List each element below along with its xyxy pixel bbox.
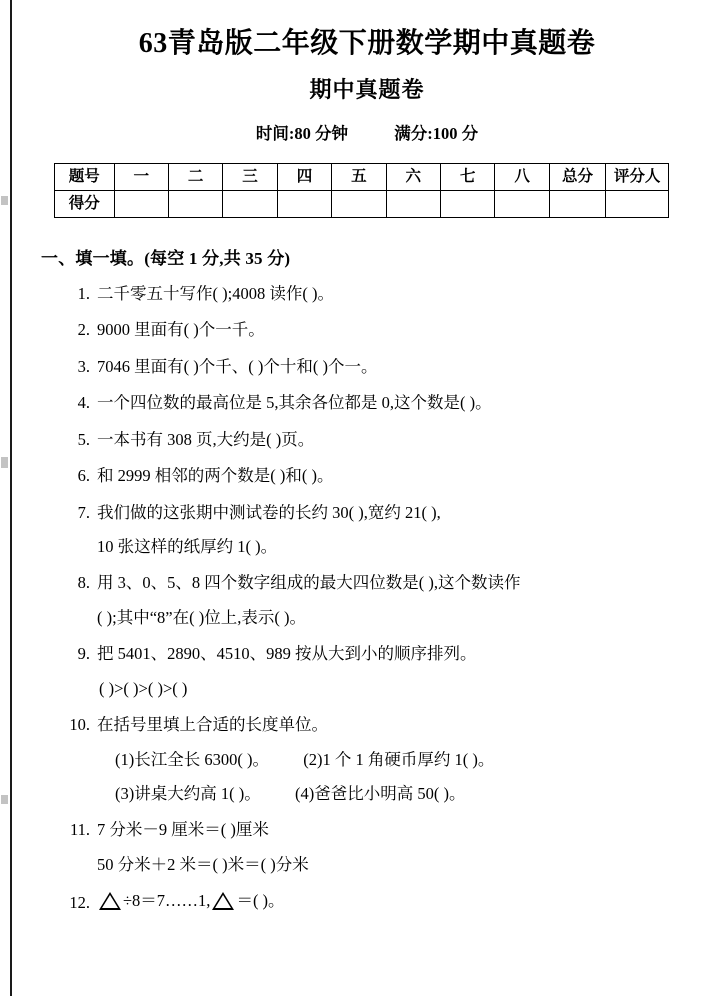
scan-artifact-mark	[1, 795, 8, 804]
question-body	[97, 464, 693, 487]
column-header-3: 三	[223, 164, 277, 191]
exam-page	[14, 0, 721, 996]
question-text: 二千零五十写作( );4008 读作( )。	[97, 284, 334, 304]
triangle-icon	[99, 892, 121, 910]
question-text: 一个四位数的最高位是 5,其余各位都是 0,这个数是( )。	[97, 393, 492, 413]
page-subtitle: 期中真题卷	[309, 77, 425, 103]
question-1	[41, 282, 693, 305]
question-8	[41, 571, 693, 629]
question-5	[41, 428, 693, 451]
column-header-7: 七	[440, 164, 494, 191]
question-expression-suffix: ＝( )。	[236, 891, 285, 911]
score-cell-1[interactable]	[114, 191, 168, 218]
question-body	[97, 818, 693, 876]
question-body	[97, 282, 693, 305]
row-label-question-number: 题号	[55, 164, 115, 191]
question-subitem-4: (4)爸爸比小明高 50( )。	[294, 783, 466, 803]
question-text-line-1: 7 分米－9 厘米＝( )厘米	[97, 820, 269, 840]
question-expression-mid: ÷8＝7……1,	[123, 891, 211, 911]
question-body	[97, 318, 693, 341]
table-row-score	[55, 191, 669, 218]
question-9	[41, 642, 693, 700]
question-body	[97, 355, 693, 378]
column-header-6: 六	[386, 164, 440, 191]
question-number: 2.	[77, 320, 90, 340]
question-subitem-3: (3)讲桌大约高 1( )。	[115, 783, 261, 803]
question-text-line-2: ( );其中“8”在( )位上,表示( )。	[97, 607, 306, 627]
question-number: 5.	[77, 429, 90, 449]
column-header-rater: 评分人	[606, 164, 669, 191]
question-2	[41, 318, 693, 341]
question-list	[41, 282, 693, 916]
score-table-container	[54, 163, 669, 218]
question-answer-line[interactable]: ( )>( )>( )>( )	[99, 678, 188, 698]
page-title: 63青岛版二年级下册数学期中真题卷	[138, 28, 596, 59]
column-header-1: 一	[114, 164, 168, 191]
question-text-line-1: 把 5401、2890、4510、989 按从大到小的顺序排列。	[97, 644, 477, 664]
question-subitem-2: (2)1 个 1 角硬币厚约 1( )。	[303, 749, 495, 769]
score-cell-6[interactable]	[386, 191, 440, 218]
question-text: 7046 里面有( )个千、( )个十和( )个一。	[97, 356, 378, 376]
row-label-score: 得分	[55, 191, 115, 218]
score-cell-3[interactable]	[223, 191, 277, 218]
score-table	[54, 163, 669, 218]
question-number: 9.	[77, 644, 90, 664]
column-header-5: 五	[332, 164, 386, 191]
question-number: 7.	[77, 502, 90, 522]
question-text: 9000 里面有( )个一千。	[97, 320, 265, 340]
column-header-4: 四	[277, 164, 331, 191]
question-10	[41, 713, 693, 805]
question-subitem-row-2	[97, 782, 693, 805]
question-body	[97, 889, 693, 916]
question-text-line-1: 我们做的这张期中测试卷的长约 30( ),宽约 21( ),	[97, 502, 441, 522]
question-4	[41, 391, 693, 414]
exam-total-score-label: 满分:100 分	[394, 124, 479, 144]
question-text	[97, 889, 285, 912]
score-cell-2[interactable]	[168, 191, 222, 218]
question-text: 在括号里填上合适的长度单位。	[97, 715, 328, 735]
question-body	[97, 571, 693, 629]
question-3	[41, 355, 693, 378]
section-heading-fill-in-blank: 一、填一填。(每空 1 分,共 35 分)	[41, 249, 291, 269]
question-12	[41, 889, 693, 916]
question-number: 3.	[77, 356, 90, 376]
question-subitem-1: (1)长江全长 6300( )。	[115, 749, 269, 769]
question-body	[97, 428, 693, 451]
question-text-line-2: 50 分米＋2 米＝( )米＝( )分米	[97, 854, 309, 874]
score-cell-total[interactable]	[549, 191, 605, 218]
scan-artifact-mark	[1, 196, 8, 205]
triangle-icon	[212, 892, 234, 910]
question-body	[97, 713, 693, 805]
question-text-line-1: 用 3、0、5、8 四个数字组成的最大四位数是( ),这个数读作	[97, 573, 521, 593]
scan-binding-edge	[10, 0, 12, 996]
question-11	[41, 818, 693, 876]
question-text: 一本书有 308 页,大约是( )页。	[97, 429, 315, 449]
table-row-header	[55, 164, 669, 191]
question-number: 10.	[69, 715, 90, 735]
question-body	[97, 391, 693, 414]
score-cell-4[interactable]	[277, 191, 331, 218]
question-body	[97, 501, 693, 559]
question-number: 6.	[77, 466, 90, 486]
question-6	[41, 464, 693, 487]
exam-time-label: 时间:80 分钟	[255, 124, 348, 144]
question-7	[41, 501, 693, 559]
column-header-8: 八	[495, 164, 549, 191]
question-number: 4.	[77, 393, 90, 413]
question-text-line-2: 10 张这样的纸厚约 1( )。	[97, 536, 278, 556]
question-body	[97, 642, 693, 700]
exam-meta	[41, 104, 693, 144]
score-cell-8[interactable]	[495, 191, 549, 218]
question-number: 1.	[77, 284, 90, 304]
score-cell-rater[interactable]	[606, 191, 669, 218]
column-header-2: 二	[168, 164, 222, 191]
score-cell-7[interactable]	[440, 191, 494, 218]
question-subitem-row-1	[97, 748, 693, 771]
scan-artifact-mark	[1, 457, 8, 468]
score-cell-5[interactable]	[332, 191, 386, 218]
question-number: 11.	[69, 820, 90, 840]
column-header-total: 总分	[549, 164, 605, 191]
question-number: 12.	[69, 893, 90, 913]
question-text: 和 2999 相邻的两个数是( )和( )。	[97, 466, 334, 486]
question-number: 8.	[77, 573, 90, 593]
